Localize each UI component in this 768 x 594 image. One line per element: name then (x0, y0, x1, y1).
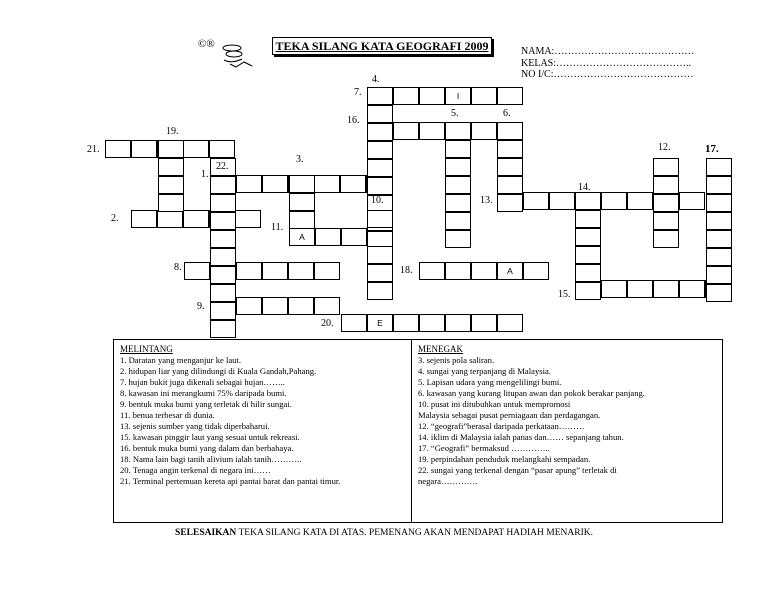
clue-line: 5. Lapisan udara yang mengelilingi bumi. (418, 377, 562, 387)
clue-number: 18. (400, 265, 413, 276)
crossword-cell[interactable] (445, 212, 471, 230)
class-field: KELAS:………………………………….. (521, 57, 691, 69)
crossword-cell[interactable] (289, 193, 315, 211)
crossword-cell[interactable] (497, 314, 523, 332)
crossword-cell[interactable] (235, 210, 261, 228)
crossword-cell[interactable] (549, 192, 575, 210)
clue-line: 15. kawasan pinggir laut yang sesuai untuk rekreasi. (120, 432, 300, 442)
crossword-cell[interactable] (341, 228, 367, 246)
crossword-cell[interactable] (419, 87, 445, 105)
crossword-cell[interactable] (210, 176, 236, 194)
clue-line: 16. bentuk muka bumi yang dalam dan berbahaya. (120, 443, 294, 453)
clue-number: 20. (321, 318, 334, 329)
crossword-cell[interactable] (262, 175, 288, 193)
crossword-cell[interactable]: A (497, 262, 523, 280)
crossword-cell[interactable] (575, 210, 601, 228)
ic-field: NO I/C:…………………………………… (521, 69, 694, 80)
crossword-cell[interactable] (236, 175, 262, 193)
crossword-cell[interactable] (184, 262, 210, 280)
clue-line: 10. pusat ini ditubuhkan untuk mempromosi (418, 399, 571, 409)
crossword-cell[interactable] (653, 158, 679, 176)
crossword-cell[interactable] (393, 314, 419, 332)
crossword-cell[interactable] (131, 210, 157, 228)
crossword-cell[interactable] (209, 140, 235, 158)
crossword-cell[interactable] (158, 158, 184, 176)
crossword-cell[interactable] (445, 122, 471, 140)
crossword-cell[interactable] (523, 262, 549, 280)
crossword-cell[interactable] (341, 314, 367, 332)
crossword-cell[interactable] (367, 123, 393, 141)
crossword-cell[interactable] (706, 266, 732, 284)
across-heading: MELINTANG (120, 344, 173, 354)
crossword-cell[interactable] (236, 262, 262, 280)
crossword-cell[interactable] (158, 176, 184, 194)
crossword-cell[interactable] (314, 297, 340, 315)
clue-number: 5. (451, 108, 459, 119)
clue-line: negara…………. (418, 476, 478, 486)
clue-line: 18. Nama lain bagi tanih alivium ialah tanih……….. (120, 454, 302, 464)
crossword-cell[interactable] (210, 230, 236, 248)
crossword-cell[interactable] (131, 140, 157, 158)
crossword-cell[interactable] (575, 228, 601, 246)
crossword-cell[interactable] (706, 158, 732, 176)
crossword-cell[interactable] (601, 192, 627, 210)
crossword-cell[interactable] (445, 230, 471, 248)
crossword-cell[interactable] (706, 248, 732, 266)
clue-line: 19. perpindahan penduduk melangkahi sempadan. (418, 454, 591, 464)
clue-line: 22. sungai yang terkenal dengan “pasar apung” terletak di (418, 465, 617, 475)
crossword-cell[interactable] (210, 266, 236, 284)
clue-number: 14. (578, 182, 591, 193)
clue-line: 12. “geografi”berasal daripada perkataan……… (418, 421, 585, 431)
clue-number: 15. (558, 289, 571, 300)
crossword-cell[interactable] (575, 192, 601, 210)
crossword-cell[interactable] (367, 87, 393, 105)
crossword-cell[interactable] (210, 248, 236, 266)
crossword-cell[interactable] (445, 140, 471, 158)
crossword-cell[interactable] (445, 262, 471, 280)
crossword-cell[interactable] (627, 280, 653, 298)
clue-number: 9. (197, 301, 205, 312)
crossword-cell[interactable] (706, 194, 732, 212)
crossword-cell[interactable] (367, 141, 393, 159)
crossword-cell[interactable] (471, 122, 497, 140)
logo-text: ©® (198, 38, 215, 50)
clue-line: 7. hujan bukit juga dikenali sebagai hujan…….. (120, 377, 285, 387)
crossword-cell[interactable] (471, 262, 497, 280)
clue-line: 8. kawasan ini merangkumi 75% daripada bumi. (120, 388, 287, 398)
clue-number: 19. (166, 126, 179, 137)
crossword-cell[interactable] (314, 262, 340, 280)
clue-line: 6. kawasan yang kurang litupan awan dan pokok berakar panjang. (418, 388, 645, 398)
name-field: NAMA:…………………………………… (521, 46, 695, 57)
crossword-cell[interactable] (445, 176, 471, 194)
crossword-cell[interactable] (210, 194, 236, 212)
crossword-cell[interactable] (419, 314, 445, 332)
crossword-cell[interactable] (471, 87, 497, 105)
crossword-cell[interactable] (314, 175, 340, 193)
clue-number: 1. (201, 169, 209, 180)
crossword-cell[interactable] (236, 297, 262, 315)
crossword-cell[interactable] (315, 228, 341, 246)
clue-number: 6. (503, 108, 511, 119)
crossword-cell[interactable]: I (445, 87, 471, 105)
crossword-cell[interactable] (393, 122, 419, 140)
crossword-cell[interactable] (653, 230, 679, 248)
crossword-cell[interactable] (367, 246, 393, 264)
crossword-cell[interactable] (419, 262, 445, 280)
crossword-cell[interactable] (183, 210, 209, 228)
clue-line: 21. Terminal pertemuan kereta api pantai barat dan pantai timur. (120, 476, 341, 486)
crossword-cell[interactable] (183, 140, 209, 158)
crossword-cell[interactable]: A (289, 228, 315, 246)
crossword-cell[interactable] (445, 158, 471, 176)
crossword-cell[interactable] (393, 87, 419, 105)
crossword-cell[interactable] (367, 210, 393, 228)
crossword-cell[interactable] (497, 122, 523, 140)
crossword-cell[interactable] (497, 140, 523, 158)
crossword-cell[interactable] (653, 194, 679, 212)
clue-number: 13. (480, 195, 493, 206)
crossword-cell[interactable] (210, 302, 236, 320)
crossword-cell[interactable] (653, 212, 679, 230)
crossword-cell[interactable] (158, 194, 184, 212)
crossword-cell[interactable] (497, 158, 523, 176)
crossword-cell[interactable] (575, 264, 601, 282)
crossword-cell[interactable] (706, 176, 732, 194)
crossword-cell[interactable] (289, 175, 315, 193)
crossword-cell[interactable] (367, 159, 393, 177)
crossword-cell[interactable] (210, 212, 236, 230)
crossword-cell[interactable] (210, 320, 236, 338)
crossword-cell[interactable] (367, 177, 393, 195)
footer-bold: SELESAIKAN (175, 528, 237, 538)
crossword-cell[interactable] (158, 140, 184, 158)
clue-number: 10. (371, 195, 384, 206)
clue-line: Malaysia sebagai pusat perniagaan dan perdagangan. (418, 410, 601, 420)
clue-line: 4. sungai yang terpanjang di Malaysia. (418, 366, 551, 376)
clue-line: 9. bentuk muka bumi yang terletak di hilir sungai. (120, 399, 292, 409)
clue-number: 11. (271, 222, 284, 233)
crossword-cell[interactable] (157, 210, 183, 228)
clue-number: 21. (87, 144, 100, 155)
page-title: TEKA SILANG KATA GEOGRAFI 2009 (272, 37, 492, 55)
across-clues (120, 344, 408, 487)
clue-number: 16. (347, 115, 360, 126)
crossword-cell[interactable] (497, 176, 523, 194)
clue-line: 17. “Geografi” bermaksud ………….. (418, 443, 550, 453)
clue-box (113, 339, 723, 523)
down-heading: MENEGAK (418, 344, 463, 354)
clue-line: 3. sejenis pola saliran. (418, 355, 495, 365)
crossword-cell[interactable] (601, 280, 627, 298)
clue-divider (411, 340, 412, 522)
clue-number: 7. (354, 87, 362, 98)
crossword-cell[interactable]: E (367, 314, 393, 332)
crossword-cell[interactable] (210, 284, 236, 302)
clue-number: 17. (705, 143, 719, 155)
crossword-cell[interactable] (445, 194, 471, 212)
crossword-cell[interactable] (627, 192, 653, 210)
crossword-cell[interactable] (471, 314, 497, 332)
down-clues (418, 344, 720, 487)
crossword-cell[interactable] (653, 176, 679, 194)
crossword-cell[interactable] (497, 194, 523, 212)
crossword-cell[interactable] (445, 314, 471, 332)
clue-line: 20. Tenaga angin terkenal di negara ini…… (120, 465, 271, 475)
clue-line: 1. Daratan yang menganjur ke laut. (120, 355, 241, 365)
crossword-cell[interactable] (105, 140, 131, 158)
crossword-cell[interactable] (497, 87, 523, 105)
crossword-cell[interactable] (367, 264, 393, 282)
crossword-cell[interactable] (706, 212, 732, 230)
crossword-cell[interactable] (679, 192, 705, 210)
crossword-cell[interactable] (340, 175, 366, 193)
crossword-cell[interactable] (575, 282, 601, 300)
crossword-cell[interactable] (289, 211, 315, 229)
crossword-cell[interactable] (262, 297, 288, 315)
crossword-cell[interactable] (523, 192, 549, 210)
crossword-cell[interactable] (419, 122, 445, 140)
crossword-cell[interactable] (288, 297, 314, 315)
clue-line: 13. sejenis sumber yang tidak diperbaharui. (120, 421, 270, 431)
crossword-cell[interactable] (288, 262, 314, 280)
footer-text: TEKA SILANG KATA DI ATAS. PEMENANG AKAN MENDAPAT HADIAH MENARIK. (236, 528, 593, 538)
crossword-cell[interactable] (367, 105, 393, 123)
crossword-cell[interactable] (262, 262, 288, 280)
crossword-cell[interactable] (575, 246, 601, 264)
clue-number: 12. (658, 142, 671, 153)
clue-number: 8. (174, 262, 182, 273)
clue-number: 22. (216, 161, 229, 172)
clue-number: 2. (111, 213, 119, 224)
clue-line: 2. hidupan liar yang dilindungi di Kuala Gandah,Pahang. (120, 366, 317, 376)
crossword-cell[interactable] (706, 284, 732, 302)
clue-line: 14. iklim di Malaysia ialah panas dan…… sepanjang tahun. (418, 432, 624, 442)
footer-note (0, 528, 768, 538)
clue-line: 11. benua terbesar di dunia. (120, 410, 215, 420)
crossword-cell[interactable] (367, 282, 393, 300)
clue-number: 3. (296, 154, 304, 165)
crossword-cell[interactable] (679, 280, 705, 298)
crossword-cell[interactable] (653, 280, 679, 298)
crossword-cell[interactable] (706, 230, 732, 248)
clue-number: 4. (372, 74, 380, 85)
